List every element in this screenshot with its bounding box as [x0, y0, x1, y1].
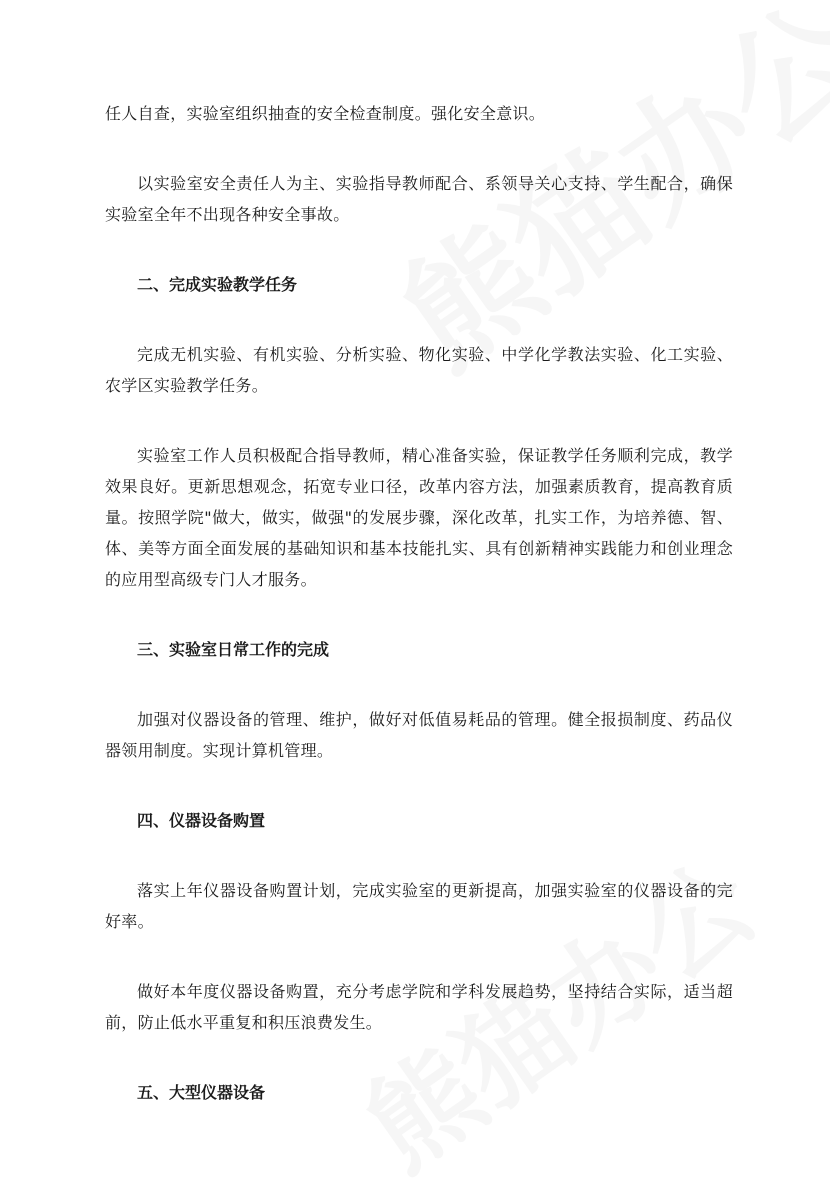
paragraph: 加强对仪器设备的管理、维护，做好对低值易耗品的管理。健全报损制度、药品仪器领用制度。实现计算机管理。	[105, 710, 733, 760]
paragraph: 任人自查，实验室组织抽查的安全检查制度。强化安全意识。	[105, 104, 546, 123]
section-heading: 三、实验室日常工作的完成	[137, 640, 330, 659]
paragraph: 以实验室安全责任人为主、实验指导教师配合、系领导关心支持、学生配合，确保实验室全年不出现各种安全事故。	[105, 174, 733, 224]
section-heading: 四、仪器设备购置	[137, 811, 266, 830]
paragraph: 落实上年仪器设备购置计划，完成实验室的更新提高，加强实验室的仪器设备的完好率。	[105, 881, 733, 931]
paragraph: 实验室工作人员积极配合指导教师，精心准备实验，保证教学任务顺利完成，教学效果良好。更新思想观念，拓宽专业口径，改革内容方法，加强素质教育，提高教育质量。按照学院"做大，做实，做强"的发展步骤，深化改革，扎实工作，为培养德、智、体、美等方面全面发展的基础知识和基本技能扎实、具有创新精神实践能力和创业理念的应用型高级专门人才服务。	[105, 446, 733, 589]
paragraph: 做好本年度仪器设备购置，充分考虑学院和学科发展趋势，坚持结合实际，适当超前，防止低水平重复和积压浪费发生。	[105, 982, 733, 1032]
document-body	[105, 98, 733, 1147]
paragraph: 完成无机实验、有机实验、分析实验、物化实验、中学化学教法实验、化工实验、农学区实验教学任务。	[105, 345, 733, 395]
section-heading: 五、大型仪器设备	[137, 1083, 266, 1102]
section-heading: 二、完成实验教学任务	[137, 275, 298, 294]
